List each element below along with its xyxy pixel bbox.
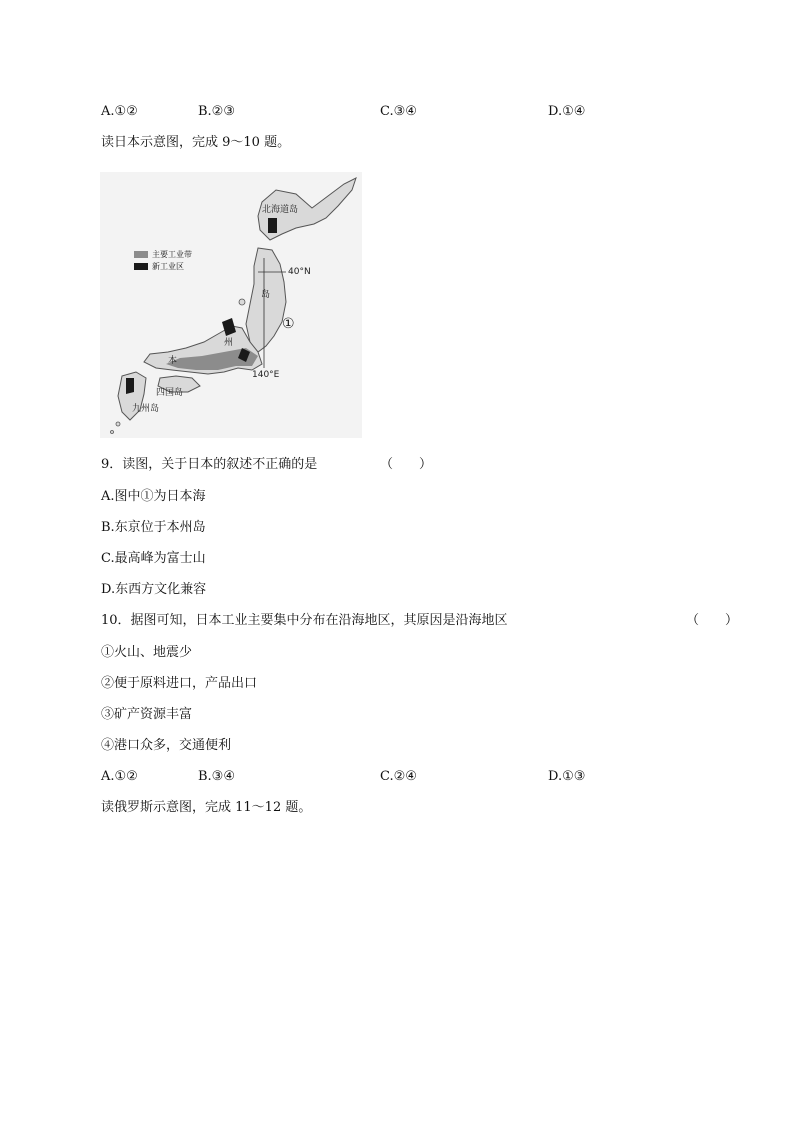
legend-main-industrial-label: 主要工业带 <box>152 250 192 259</box>
q8-option-a[interactable]: A.①② <box>101 104 138 119</box>
q9-option-c[interactable]: C.最高峰为富士山 <box>101 551 206 566</box>
q9-option-b[interactable]: B.东京位于本州岛 <box>101 520 206 535</box>
map-of-japan-icon <box>100 172 362 438</box>
label-140e: 140°E <box>252 370 280 380</box>
label-40n: 40°N <box>288 267 311 277</box>
legend-new-industrial-label: 新工业区 <box>152 262 184 271</box>
q9-stem: 9．读图，关于日本的叙述不正确的是 <box>101 457 318 472</box>
label-shikoku: 四国岛 <box>156 388 184 398</box>
label-hokkaido: 北海道岛 <box>262 205 299 215</box>
japan-map <box>100 172 362 438</box>
q9-option-d[interactable]: D.东西方文化兼容 <box>101 582 207 597</box>
new-industrial-swatch <box>134 263 148 270</box>
label-dao: 岛 <box>261 290 271 300</box>
q9-answer-blank[interactable]: （ ） <box>380 457 433 472</box>
q8-option-c[interactable]: C.③④ <box>380 104 417 119</box>
q9-option-a[interactable]: A.图中①为日本海 <box>101 489 206 504</box>
label-ben: 本 <box>168 356 178 366</box>
q10-option-a[interactable]: A.①② <box>101 769 138 784</box>
q8-option-d[interactable]: D.①④ <box>548 104 586 119</box>
q10-item-1: ①火山、地震少 <box>101 645 193 660</box>
q8-option-b[interactable]: B.②③ <box>198 104 235 119</box>
q10-option-b[interactable]: B.③④ <box>198 769 235 784</box>
legend-main-industrial <box>134 250 192 260</box>
intro-11-12: 读俄罗斯示意图，完成 11～12 题。 <box>101 800 312 815</box>
intro-9-10: 读日本示意图，完成 9～10 题。 <box>101 135 291 150</box>
q10-answer-blank[interactable]: （ ） <box>686 613 739 628</box>
q10-item-2: ②便于原料进口，产品出口 <box>101 676 258 691</box>
label-kyushu: 九州岛 <box>132 404 160 414</box>
label-marker-1: ① <box>282 316 295 332</box>
q10-stem: 10．据图可知，日本工业主要集中分布在沿海地区，其原因是沿海地区 <box>101 613 508 628</box>
industrial-swatch <box>134 251 148 258</box>
q10-item-3: ③矿产资源丰富 <box>101 707 193 722</box>
q10-option-c[interactable]: C.②④ <box>380 769 417 784</box>
q10-option-d[interactable]: D.①③ <box>548 769 586 784</box>
legend-new-industrial <box>134 262 184 272</box>
label-zhou: 州 <box>224 338 234 348</box>
q10-item-4: ④港口众多，交通便利 <box>101 738 232 753</box>
